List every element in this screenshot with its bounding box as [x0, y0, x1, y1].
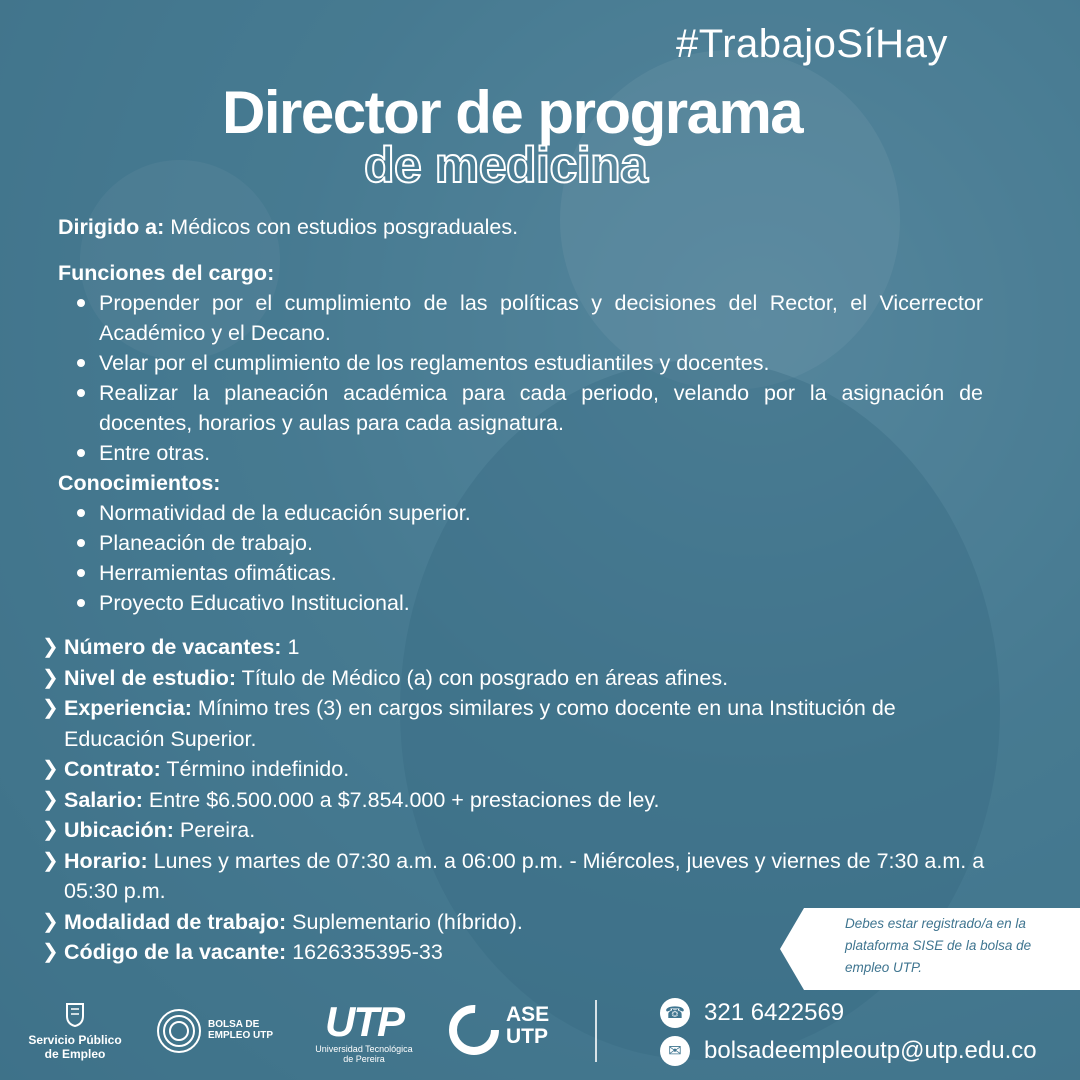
list-item: Planeación de trabajo.: [99, 528, 983, 558]
detail-row: [40, 693, 1000, 754]
detail-label: Salario:: [64, 787, 143, 812]
detail-row: [40, 785, 1000, 816]
hashtag: #TrabajoSíHay: [676, 22, 948, 66]
detail-label: Experiencia:: [64, 696, 192, 720]
detail-value: Mínimo tres (3) en cargos similares y como docente en una Institución de Educación Superior.: [64, 696, 896, 751]
detail-value: Término indefinido.: [160, 757, 350, 781]
intro-line: [58, 212, 983, 242]
servicio-publico-logo: [20, 1000, 130, 1061]
email-contact[interactable]: [660, 1036, 1037, 1066]
detail-value: Título de Médico (a) con posgrado en áreas afines.: [236, 665, 729, 690]
coat-of-arms-icon: [63, 1000, 87, 1028]
detail-label: Nivel de estudio:: [64, 665, 237, 690]
detail-label: Contrato:: [64, 757, 161, 781]
chevron-right-icon: ❯: [42, 941, 59, 963]
detail-value: 1626335395-33: [286, 940, 443, 964]
list-item: Herramientas ofimáticas.: [99, 558, 983, 588]
registration-note: Debes estar registrado/a en la plataforma SISE de la bolsa de empleo UTP.: [845, 916, 1032, 975]
detail-value: Entre $6.500.000 a $7.854.000 + prestaciones de ley.: [142, 787, 660, 812]
email-address[interactable]: bolsadeempleoutp@utp.edu.co: [704, 1037, 1037, 1064]
intro-label: Dirigido a:: [58, 215, 165, 239]
chevron-right-icon: ❯: [42, 788, 59, 811]
detail-label: Código de la vacante:: [64, 940, 287, 964]
detail-label: Modalidad de trabajo:: [64, 909, 287, 934]
chevron-right-icon: ❯: [42, 697, 59, 719]
detail-label: Número de vacantes:: [64, 635, 282, 659]
list-item: Propender por el cumplimiento de las políticas y decisiones del Rector, el Vicerrector Académico y el Decano.: [99, 288, 983, 348]
email-icon: ✉: [660, 1036, 690, 1066]
detail-label: Horario:: [64, 848, 148, 873]
list-item: Proyecto Educativo Institucional.: [99, 588, 983, 618]
detail-value: 1: [281, 635, 300, 659]
detail-value: Lunes y martes de 07:30 a.m. a 06:00 p.m. - Miércoles, jueves y viernes de 7:30 a.m. a 05:30 p.m.: [64, 848, 985, 903]
page-title: Director de programa: [222, 79, 803, 146]
funciones-list: [58, 288, 983, 468]
phone-icon: ☎: [660, 998, 690, 1028]
detail-label: Ubicación:: [64, 818, 174, 842]
phone-number[interactable]: 321 6422569: [704, 999, 845, 1026]
detail-row: [40, 815, 1000, 846]
conocimientos-heading: Conocimientos:: [58, 471, 221, 495]
intro-text: Médicos con estudios posgraduales.: [164, 215, 519, 239]
chevron-right-icon: ❯: [42, 819, 59, 841]
detail-value: Suplementario (híbrido).: [286, 909, 523, 934]
servicio-publico-text: Servicio Público de Empleo: [28, 1033, 122, 1061]
concentric-circles-icon: [156, 1008, 202, 1054]
job-description: [58, 212, 983, 618]
page-subtitle: de medicina: [364, 137, 648, 193]
funciones-heading: Funciones del cargo:: [58, 261, 275, 285]
chevron-right-icon: ❯: [42, 910, 59, 933]
chevron-right-icon: ❯: [42, 636, 59, 658]
ase-subtitle: UTP: [506, 1025, 548, 1048]
utp-logo: [314, 1000, 414, 1064]
footer-divider: [595, 1000, 597, 1062]
detail-row: [40, 632, 1000, 663]
detail-row: [40, 754, 1000, 785]
list-item: Realizar la planeación académica para cada periodo, velando por la asignación de docentes, horarios y aulas para cada asignatura.: [99, 378, 983, 438]
list-item: Velar por el cumplimiento de los reglamentos estudiantiles y docentes.: [99, 348, 983, 378]
list-item: Entre otras.: [99, 438, 983, 468]
chevron-right-icon: ❯: [42, 758, 59, 780]
phone-contact[interactable]: [660, 998, 844, 1028]
bolsa-empleo-text: BOLSA DE EMPLEO UTP: [208, 1019, 274, 1041]
chevron-right-icon: ❯: [42, 666, 59, 689]
list-item: Normatividad de la educación superior.: [99, 498, 983, 528]
utp-name: Universidad Tecnológica de Pereira: [315, 1044, 413, 1064]
detail-row: [40, 663, 1000, 694]
detail-value: Pereira.: [173, 818, 256, 842]
ase-ring-icon: [448, 1004, 500, 1056]
chevron-right-icon: ❯: [42, 849, 59, 872]
ase-text: [506, 1004, 549, 1048]
detail-row: [40, 846, 1000, 907]
conocimientos-list: [58, 498, 983, 618]
ase-title: ASE: [506, 1003, 550, 1026]
utp-mark: UTP: [325, 998, 403, 1045]
